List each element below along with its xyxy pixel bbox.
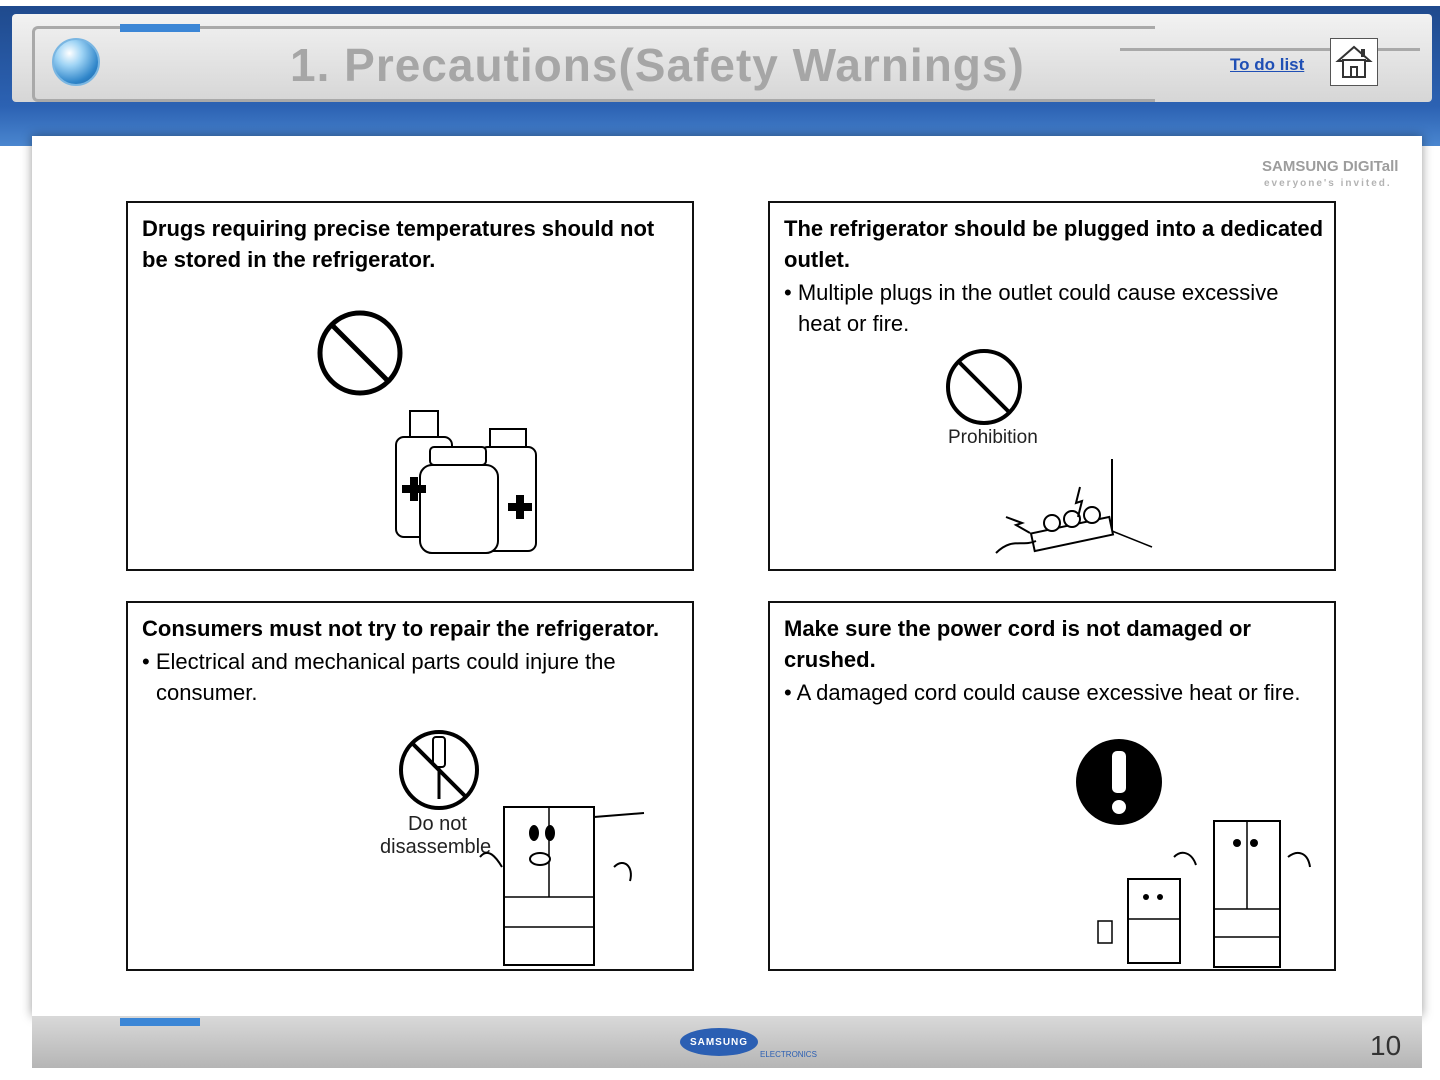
prohibition-icon <box>942 345 1026 429</box>
home-icon <box>1335 43 1373 81</box>
page-title: 1. Precautions(Safety Warnings) <box>290 39 1025 91</box>
do-not-disassemble-icon <box>396 727 482 813</box>
panel-dedicated-outlet <box>768 201 1336 571</box>
panel-drugs <box>126 201 694 571</box>
medicine-bottles-icon <box>390 407 540 557</box>
panel-bullet: • Multiple plugs in the outlet could cause excessive heat or fire. <box>784 280 1279 336</box>
prohibition-label: Prohibition <box>948 427 1038 448</box>
prohibition-icon <box>314 307 406 399</box>
brand-name: SAMSUNG DIGITall <box>1262 158 1399 175</box>
power-strip-icon <box>992 457 1162 561</box>
footer-accent <box>120 1018 200 1026</box>
page-number: 10 <box>1370 1030 1402 1061</box>
do-not-label: Do not <box>408 813 467 835</box>
refrigerator-character-icon <box>474 777 650 969</box>
panel-power-cord <box>768 601 1336 971</box>
home-button[interactable] <box>1330 38 1378 86</box>
panel-bullet: • A damaged cord could cause excessive heat or fire. <box>784 680 1301 705</box>
header-accent <box>120 24 200 32</box>
panel-bullet: • Electrical and mechanical parts could injure the consumer. <box>142 649 616 705</box>
panel-heading: Drugs requiring precise temperatures should not be stored in the refrigerator. <box>142 216 655 272</box>
samsung-logo: SAMSUNG <box>680 1028 758 1056</box>
panel-heading: The refrigerator should be plugged into a dedicated outlet. <box>784 216 1324 272</box>
refrigerator-characters-icon <box>1092 809 1322 969</box>
disassemble-label: disassemble <box>380 836 492 858</box>
panel-no-repair <box>126 601 694 971</box>
samsung-logo-sub: ELECTRONICS <box>760 1050 817 1059</box>
brand-tagline: everyone's invited. <box>1264 178 1392 189</box>
panel-heading: Consumers must not try to repair the refrigerator. <box>142 616 660 641</box>
todo-list-link[interactable]: To do list <box>1230 55 1305 74</box>
orb-icon <box>52 38 100 86</box>
panel-heading: Make sure the power cord is not damaged or crushed. <box>784 616 1251 672</box>
